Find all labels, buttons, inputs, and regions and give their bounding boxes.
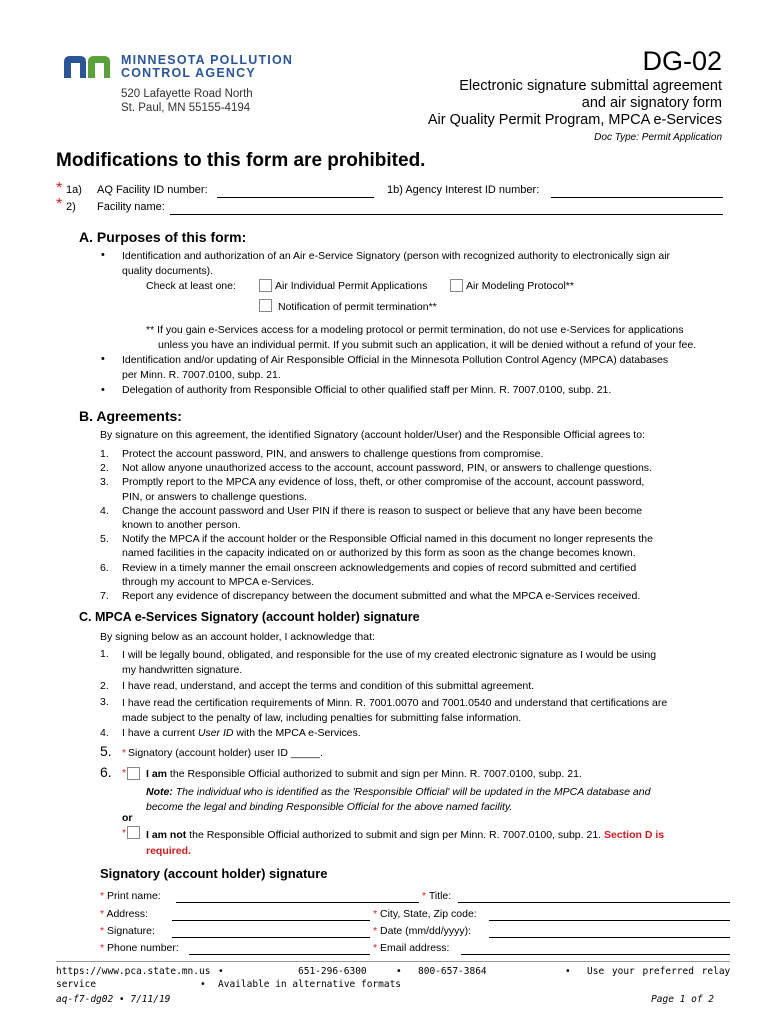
- section-b-heading: B. Agreements:: [79, 408, 182, 424]
- email-field[interactable]: [461, 954, 730, 955]
- i-am-responsible-official: I am the Responsible Official authorized to submit and sign per Minn. R. 7007.0100, subp. 21.: [146, 768, 582, 780]
- footer-page-number: Page 1 of 2: [651, 994, 714, 1005]
- required-marker: *: [122, 827, 127, 839]
- bullet: •: [101, 353, 105, 365]
- agreement-text: Change the account password and User PIN if there is reason to suspect or believe that any have been become: [122, 504, 643, 517]
- agreement-number: 6.: [100, 561, 109, 574]
- option-air-individual-permit: Air Individual Permit Applications: [275, 280, 428, 292]
- check-at-least-one-label: Check at least one:: [146, 280, 236, 292]
- agreement-item: [100, 447, 710, 461]
- agreement-text-cont: named facilities in the capacity indicated on or authorized by this form as soon as the change becomes known.: [122, 547, 636, 560]
- agency-address: 520 Lafayette Road North St. Paul, MN 55155-4194: [121, 88, 253, 114]
- footer-formats: Available in alternative formats: [218, 979, 402, 990]
- agreement-text: Promptly report to the MPCA any evidence of loss, theft, or other compromise of the account, account password,: [122, 476, 645, 489]
- field-1a-number: 1a): [66, 184, 82, 196]
- agreement-text: Not allow anyone unauthorized access to the account, account password, PIN, or answers to challenge questions.: [122, 462, 652, 475]
- facility-name-label: Facility name:: [97, 201, 165, 213]
- checkbox-permit-termination[interactable]: [259, 299, 272, 312]
- footer-form-code: aq-f7-dg02 • 7/11/19: [56, 994, 171, 1005]
- email-label: * Email address:: [373, 942, 450, 954]
- signature-heading: Signatory (account holder) signature: [100, 866, 328, 881]
- ack-1: I will be legally bound, obligated, and responsible for the use of my created electronic signature as I would be using my handwritten signature.: [122, 649, 657, 676]
- agency-logo: [62, 54, 112, 78]
- ack-4-number: 4.: [100, 727, 109, 739]
- aq-facility-id-field[interactable]: [217, 197, 374, 198]
- footer-divider: [56, 961, 730, 962]
- section-c-heading: C. MPCA e-Services Signatory (account holder) signature: [79, 610, 420, 624]
- agreement-number: 1.: [100, 448, 109, 460]
- footer-bullet: •: [565, 966, 571, 977]
- footer-service: service: [56, 979, 97, 990]
- agreement-item: [100, 532, 710, 560]
- ack-2-number: 2.: [100, 680, 109, 692]
- checkbox-air-individual-permit[interactable]: [259, 279, 272, 292]
- ack-3: I have read the certification requirements of Minn. R. 7001.0070 and 7001.0540 and understand that certifications are made subject to the penalty of law, including penalties for submitting false information.: [122, 697, 668, 724]
- address-field[interactable]: [172, 920, 370, 921]
- facility-name-field[interactable]: [170, 214, 723, 215]
- signature-label: * Signature:: [100, 925, 155, 937]
- footer-phone-2: 800-657-3864: [418, 966, 487, 977]
- title-field[interactable]: [458, 902, 730, 903]
- purpose-1: Identification and authorization of an Air e-Service Signatory (person with recognized authority to electronically sign air quality documents).: [122, 250, 671, 277]
- agreement-text-cont: known to another person.: [122, 519, 241, 532]
- footer-bullet: •: [396, 966, 402, 977]
- mpca-logo-icon: [62, 54, 112, 78]
- responsible-official-note: Note: The individual who is identified as the 'Responsible Official' will be updated in the MPCA database and become the legal and binding Responsible Official for the above named facility.: [146, 786, 651, 813]
- agreements-list: [100, 447, 710, 603]
- agreement-text-cont: PIN, or answers to challenge questions.: [122, 490, 308, 503]
- i-am-not-responsible-official: I am not the Responsible Official authorized to submit and sign per Minn. R. 7007.0100, subp. 21. Section D is required.: [146, 829, 665, 857]
- checkbox-i-am-not-responsible-official[interactable]: [127, 826, 140, 839]
- purpose-3: Delegation of authority from Responsible Official to other qualified staff per Minn. R. 7007.0100, subp. 21.: [122, 384, 612, 396]
- print-name-label: * Print name:: [100, 890, 161, 902]
- agency-interest-id-label: 1b) Agency Interest ID number:: [387, 184, 540, 196]
- agreements-intro: By signature on this agreement, the identified Signatory (account holder/User) and the Responsible Official agrees to:: [100, 429, 645, 441]
- option-permit-termination: Notification of permit termination**: [278, 301, 437, 313]
- footer-bullet: •: [200, 979, 206, 990]
- aq-facility-id-label: AQ Facility ID number:: [97, 184, 208, 196]
- agreement-text: Review in a timely manner the email onscreen acknowledgements and copies of record submitted and certified: [122, 561, 637, 574]
- form-title: Electronic signature submittal agreement and air signatory form Air Quality Permit Program, MPCA e-Services: [427, 78, 722, 128]
- user-id-item: Signatory (account holder) user ID _____.: [128, 747, 323, 759]
- footer-phone-1: 651-296-6300: [298, 966, 367, 977]
- prohibited-notice: Modifications to this form are prohibited.: [56, 150, 426, 171]
- agreement-text: Protect the account password, PIN, and answers to challenge questions from compromise.: [122, 448, 544, 460]
- section-a-heading: A. Purposes of this form:: [79, 229, 247, 245]
- footer-relay: Use your preferred relay: [587, 966, 731, 977]
- modeling-note: ** If you gain e-Services access for a modeling protocol or permit termination, do not use e-Services for applications unless you have an individual permit. If you submit such an application, it will be denied without a refund of your fee.: [146, 324, 697, 351]
- agreement-item: [100, 475, 710, 503]
- ack-5-number: 5.: [100, 743, 112, 759]
- city-state-zip-field[interactable]: [489, 920, 730, 921]
- checkbox-air-modeling-protocol[interactable]: [450, 279, 463, 292]
- bullet: •: [101, 249, 105, 261]
- agreement-item: [100, 561, 710, 589]
- phone-field[interactable]: [189, 954, 370, 955]
- form-id: DG-02: [642, 46, 722, 76]
- signatory-intro: By signing below as an account holder, I acknowledge that:: [100, 631, 375, 643]
- agreement-number: 4.: [100, 504, 109, 517]
- agency-interest-id-field[interactable]: [551, 197, 723, 198]
- print-name-field[interactable]: [176, 902, 419, 903]
- agreement-number: 7.: [100, 590, 109, 603]
- ack-3-number: 3.: [100, 696, 109, 708]
- address-label: * Address:: [100, 908, 148, 920]
- title-label: * Title:: [422, 890, 452, 902]
- option-air-modeling-protocol: Air Modeling Protocol**: [466, 280, 574, 292]
- required-marker: *: [122, 767, 127, 779]
- agreement-text: Report any evidence of discrepancy between the document submitted and what the MPCA e-Services received.: [122, 590, 641, 603]
- city-state-zip-label: * City, State, Zip code:: [373, 908, 477, 920]
- agreement-number: 2.: [100, 462, 109, 475]
- ack-1-number: 1.: [100, 648, 109, 660]
- or-separator: or: [122, 812, 133, 824]
- date-field[interactable]: [489, 937, 730, 938]
- required-marker: *: [56, 196, 63, 213]
- agency-name: MINNESOTA POLLUTION CONTROL AGENCY: [121, 53, 294, 80]
- ack-4: I have a current User ID with the MPCA e-Services.: [122, 727, 361, 739]
- signature-field[interactable]: [172, 937, 370, 938]
- agreement-item: [100, 504, 710, 532]
- field-2-number: 2): [66, 201, 76, 213]
- ack-6-number: 6.: [100, 764, 112, 780]
- footer-url: https://www.pca.state.mn.us: [56, 966, 211, 977]
- agreement-text-cont: through my account to MPCA e-Services.: [122, 575, 314, 588]
- required-marker: *: [122, 747, 127, 759]
- agreement-number: 3.: [100, 476, 109, 489]
- doc-type: Doc Type: Permit Application: [594, 132, 722, 143]
- agreement-number: 5.: [100, 533, 109, 546]
- checkbox-i-am-responsible-official[interactable]: [127, 767, 140, 780]
- phone-label: * Phone number:: [100, 942, 179, 954]
- required-marker: *: [56, 180, 63, 197]
- agreement-item: [100, 461, 710, 475]
- date-label: * Date (mm/dd/yyyy):: [373, 925, 472, 937]
- agreement-item: [100, 589, 710, 603]
- bullet: •: [101, 384, 105, 396]
- ack-2: I have read, understand, and accept the terms and condition of this submittal agreement.: [122, 680, 535, 692]
- agreement-text: Notify the MPCA if the account holder or the Responsible Official named in this document no longer represents the: [122, 533, 653, 546]
- purpose-2: Identification and/or updating of Air Responsible Official in the Minnesota Pollution Control Agency (MPCA) databases per Minn. R. 7007.0100, subp. 21.: [122, 354, 669, 381]
- footer-bullet: •: [218, 966, 224, 977]
